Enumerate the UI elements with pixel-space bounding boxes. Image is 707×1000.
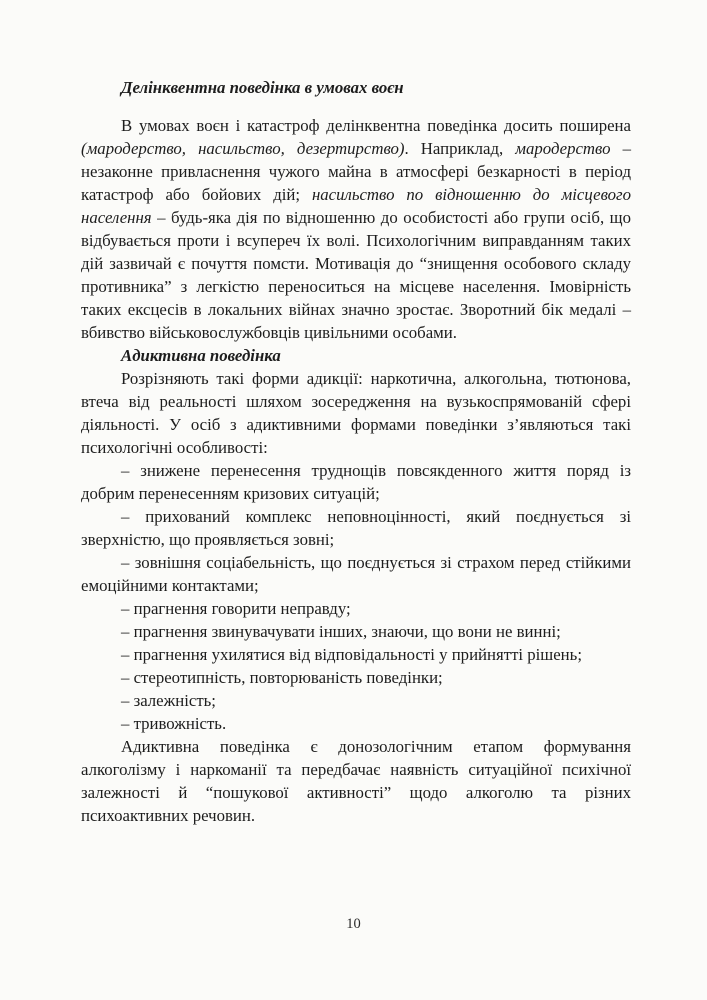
text-run-italic: насильство по відношенню до місцевого населення bbox=[81, 185, 631, 227]
list-item: – знижене перенесення труднощів повсякденного життя поряд із добрим перенесенням кризових ситуацій; bbox=[81, 461, 631, 503]
text-run-italic: мародерство bbox=[515, 139, 611, 158]
text-run: – незаконне привласнення чужого майна в атмосфері безкарності в період катастроф або бойових дій; bbox=[81, 139, 631, 204]
list-item: – залежність; bbox=[121, 691, 216, 710]
paragraph-addiction-forms: Розрізняють такі форми адикції: наркотична, алкогольна, тютюнова, втеча від реальності шляхом зосередження на вузькоспрямованій сфері діяльності. У осіб з адиктивними формами поведінки з’являються такі психологічні особливості: bbox=[81, 369, 631, 457]
heading-delinquent-behavior: Делінквентна поведінка в умовах воєн bbox=[121, 78, 404, 97]
paragraph-addictive-conclusion: Адиктивна поведінка є донозологічним етапом формування алкоголізму і наркоманії та передбачає наявність ситуаційної психічної залежності й “пошукової активності” щодо алкоголю та різних психоактивних речовин. bbox=[81, 737, 631, 825]
heading-addictive-behavior: Адиктивна поведінка bbox=[121, 346, 281, 365]
list-item: – прагнення ухилятися від відповідальності у прийнятті рішень; bbox=[121, 645, 582, 664]
paragraph-delinquent-behavior bbox=[81, 114, 631, 344]
page-number: 10 bbox=[346, 916, 361, 932]
list-item: – стереотипність, повторюваність поведінки; bbox=[121, 668, 443, 687]
text-run-italic: (мародерство, насильство, дезертирство) bbox=[81, 139, 405, 158]
text-run: В умовах воєн і катастроф делінквентна поведінка досить поширена bbox=[121, 116, 631, 135]
list-item: – прихований комплекс неповноцінності, який поєднується зі зверхністю, що проявляється зовні; bbox=[81, 507, 631, 549]
list-item: – тривожність. bbox=[121, 714, 227, 733]
list-item: – зовнішня соціабельність, що поєднується зі страхом перед стійкими емоційними контактами; bbox=[81, 553, 631, 595]
text-run: – будь-яка дія по відношенню до особистості або групи осіб, що відбувається проти і всупереч їх волі. Психологічним виправданням таких дій зазвичай є почуття помсти. Мотивація до “знищення особового складу противника” з легкістю переноситься на місцеве населення. Імовірність таких ексцесів в локальних війнах значно зростає. Зворотний бік медалі – вбивство військовослужбовців цивільними особами. bbox=[81, 208, 631, 342]
list-item: – прагнення говорити неправду; bbox=[121, 599, 351, 618]
text-run: . Наприклад, bbox=[404, 139, 516, 158]
text-block bbox=[81, 76, 631, 827]
list-item: – прагнення звинувачувати інших, знаючи, що вони не винні; bbox=[121, 622, 561, 641]
